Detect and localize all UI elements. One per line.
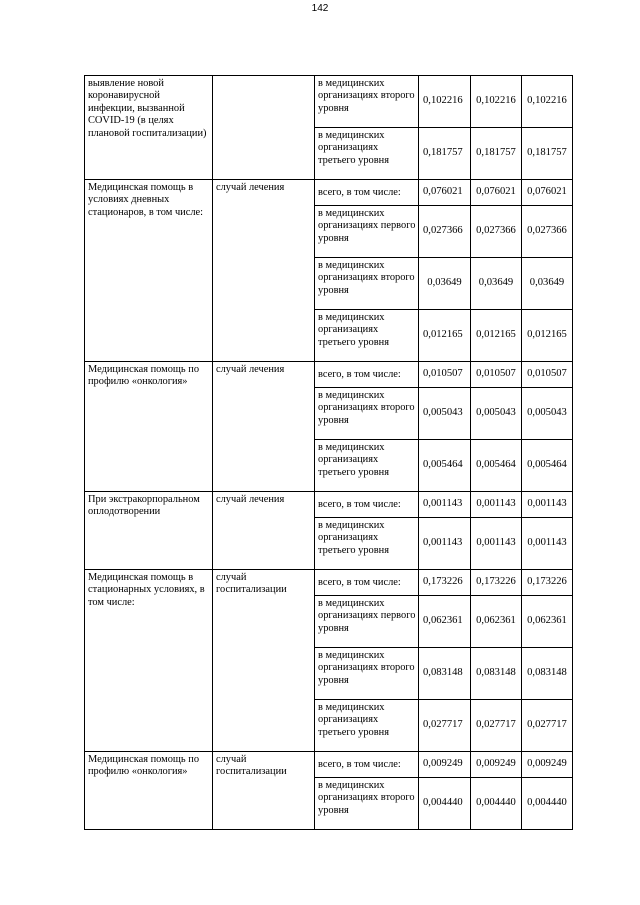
value-cell: 0,173226 [522, 570, 573, 596]
value-cell: 0,009249 [471, 752, 522, 778]
value-cell: 0,001143 [522, 492, 573, 518]
section-unit: случай госпитализации [213, 570, 315, 752]
row-label: в медицинских организациях второго уровня [315, 76, 419, 128]
value-cell: 0,062361 [419, 596, 471, 648]
row-label: в медицинских организациях второго уровня [315, 388, 419, 440]
value-cell: 0,012165 [471, 310, 522, 362]
table-row [85, 752, 573, 778]
value-cell: 0,005464 [419, 440, 471, 492]
value-cell: 0,001143 [471, 518, 522, 570]
value-cell: 0,027717 [471, 700, 522, 752]
value-cell: 0,027366 [419, 206, 471, 258]
value-cell: 0,001143 [522, 518, 573, 570]
value-cell: 0,062361 [522, 596, 573, 648]
row-label: всего, в том числе: [315, 752, 419, 778]
section-unit [213, 76, 315, 180]
value-cell: 0,009249 [522, 752, 573, 778]
value-cell: 0,062361 [471, 596, 522, 648]
value-cell: 0,027717 [522, 700, 573, 752]
value-cell: 0,005043 [522, 388, 573, 440]
value-cell: 0,010507 [522, 362, 573, 388]
value-cell: 0,03649 [522, 258, 573, 310]
value-cell: 0,083148 [471, 648, 522, 700]
row-label: всего, в том числе: [315, 362, 419, 388]
row-label: в медицинских организациях третьего уровня [315, 700, 419, 752]
value-cell: 0,083148 [522, 648, 573, 700]
value-cell: 0,083148 [419, 648, 471, 700]
value-cell: 0,004440 [419, 778, 471, 830]
value-cell: 0,010507 [419, 362, 471, 388]
value-cell: 0,005464 [471, 440, 522, 492]
value-cell: 0,001143 [471, 492, 522, 518]
value-cell: 0,173226 [419, 570, 471, 596]
value-cell: 0,012165 [522, 310, 573, 362]
section-name: Медицинская помощь в условиях дневных стационаров, в том числе: [85, 180, 213, 362]
value-cell: 0,173226 [471, 570, 522, 596]
row-label: в медицинских организациях второго уровня [315, 258, 419, 310]
value-cell: 0,076021 [419, 180, 471, 206]
row-label: всего, в том числе: [315, 570, 419, 596]
row-label: в медицинских организациях первого уровня [315, 206, 419, 258]
section-name: выявление новой коронавирусной инфекции, вызванной COVID-19 (в целях плановой госпитализации) [85, 76, 213, 180]
section-name: При экстракорпоральном оплодотворении [85, 492, 213, 570]
table-row [85, 180, 573, 206]
value-cell: 0,005464 [522, 440, 573, 492]
value-cell: 0,03649 [419, 258, 471, 310]
table-row [85, 492, 573, 518]
row-label: в медицинских организациях третьего уровня [315, 440, 419, 492]
value-cell: 0,181757 [471, 128, 522, 180]
value-cell: 0,102216 [419, 76, 471, 128]
row-label: в медицинских организациях третьего уровня [315, 128, 419, 180]
value-cell: 0,004440 [471, 778, 522, 830]
row-label: в медицинских организациях второго уровня [315, 648, 419, 700]
value-cell: 0,005043 [419, 388, 471, 440]
value-cell: 0,001143 [419, 492, 471, 518]
value-cell: 0,005043 [471, 388, 522, 440]
row-label: в медицинских организациях третьего уровня [315, 310, 419, 362]
value-cell: 0,027366 [522, 206, 573, 258]
value-cell: 0,012165 [419, 310, 471, 362]
value-cell: 0,181757 [419, 128, 471, 180]
section-unit: случай лечения [213, 180, 315, 362]
value-cell: 0,027717 [419, 700, 471, 752]
row-label: всего, в том числе: [315, 180, 419, 206]
value-cell: 0,009249 [419, 752, 471, 778]
section-name: Медицинская помощь по профилю «онкология» [85, 362, 213, 492]
value-cell: 0,076021 [522, 180, 573, 206]
row-label: в медицинских организациях первого уровня [315, 596, 419, 648]
page-number: 142 [311, 3, 329, 14]
section-name: Медицинская помощь по профилю «онкология» [85, 752, 213, 830]
value-cell: 0,010507 [471, 362, 522, 388]
value-cell: 0,076021 [471, 180, 522, 206]
section-unit: случай лечения [213, 492, 315, 570]
value-cell: 0,001143 [419, 518, 471, 570]
section-unit: случай лечения [213, 362, 315, 492]
value-cell: 0,102216 [471, 76, 522, 128]
table-row [85, 362, 573, 388]
norms-table [84, 75, 573, 830]
table-row [85, 570, 573, 596]
row-label: в медицинских организациях второго уровня [315, 778, 419, 830]
value-cell: 0,181757 [522, 128, 573, 180]
value-cell: 0,03649 [471, 258, 522, 310]
table-row [85, 76, 573, 128]
row-label: всего, в том числе: [315, 492, 419, 518]
section-name: Медицинская помощь в стационарных условиях, в том числе: [85, 570, 213, 752]
row-label: в медицинских организациях третьего уровня [315, 518, 419, 570]
section-unit: случай госпитализации [213, 752, 315, 830]
value-cell: 0,004440 [522, 778, 573, 830]
value-cell: 0,027366 [471, 206, 522, 258]
value-cell: 0,102216 [522, 76, 573, 128]
